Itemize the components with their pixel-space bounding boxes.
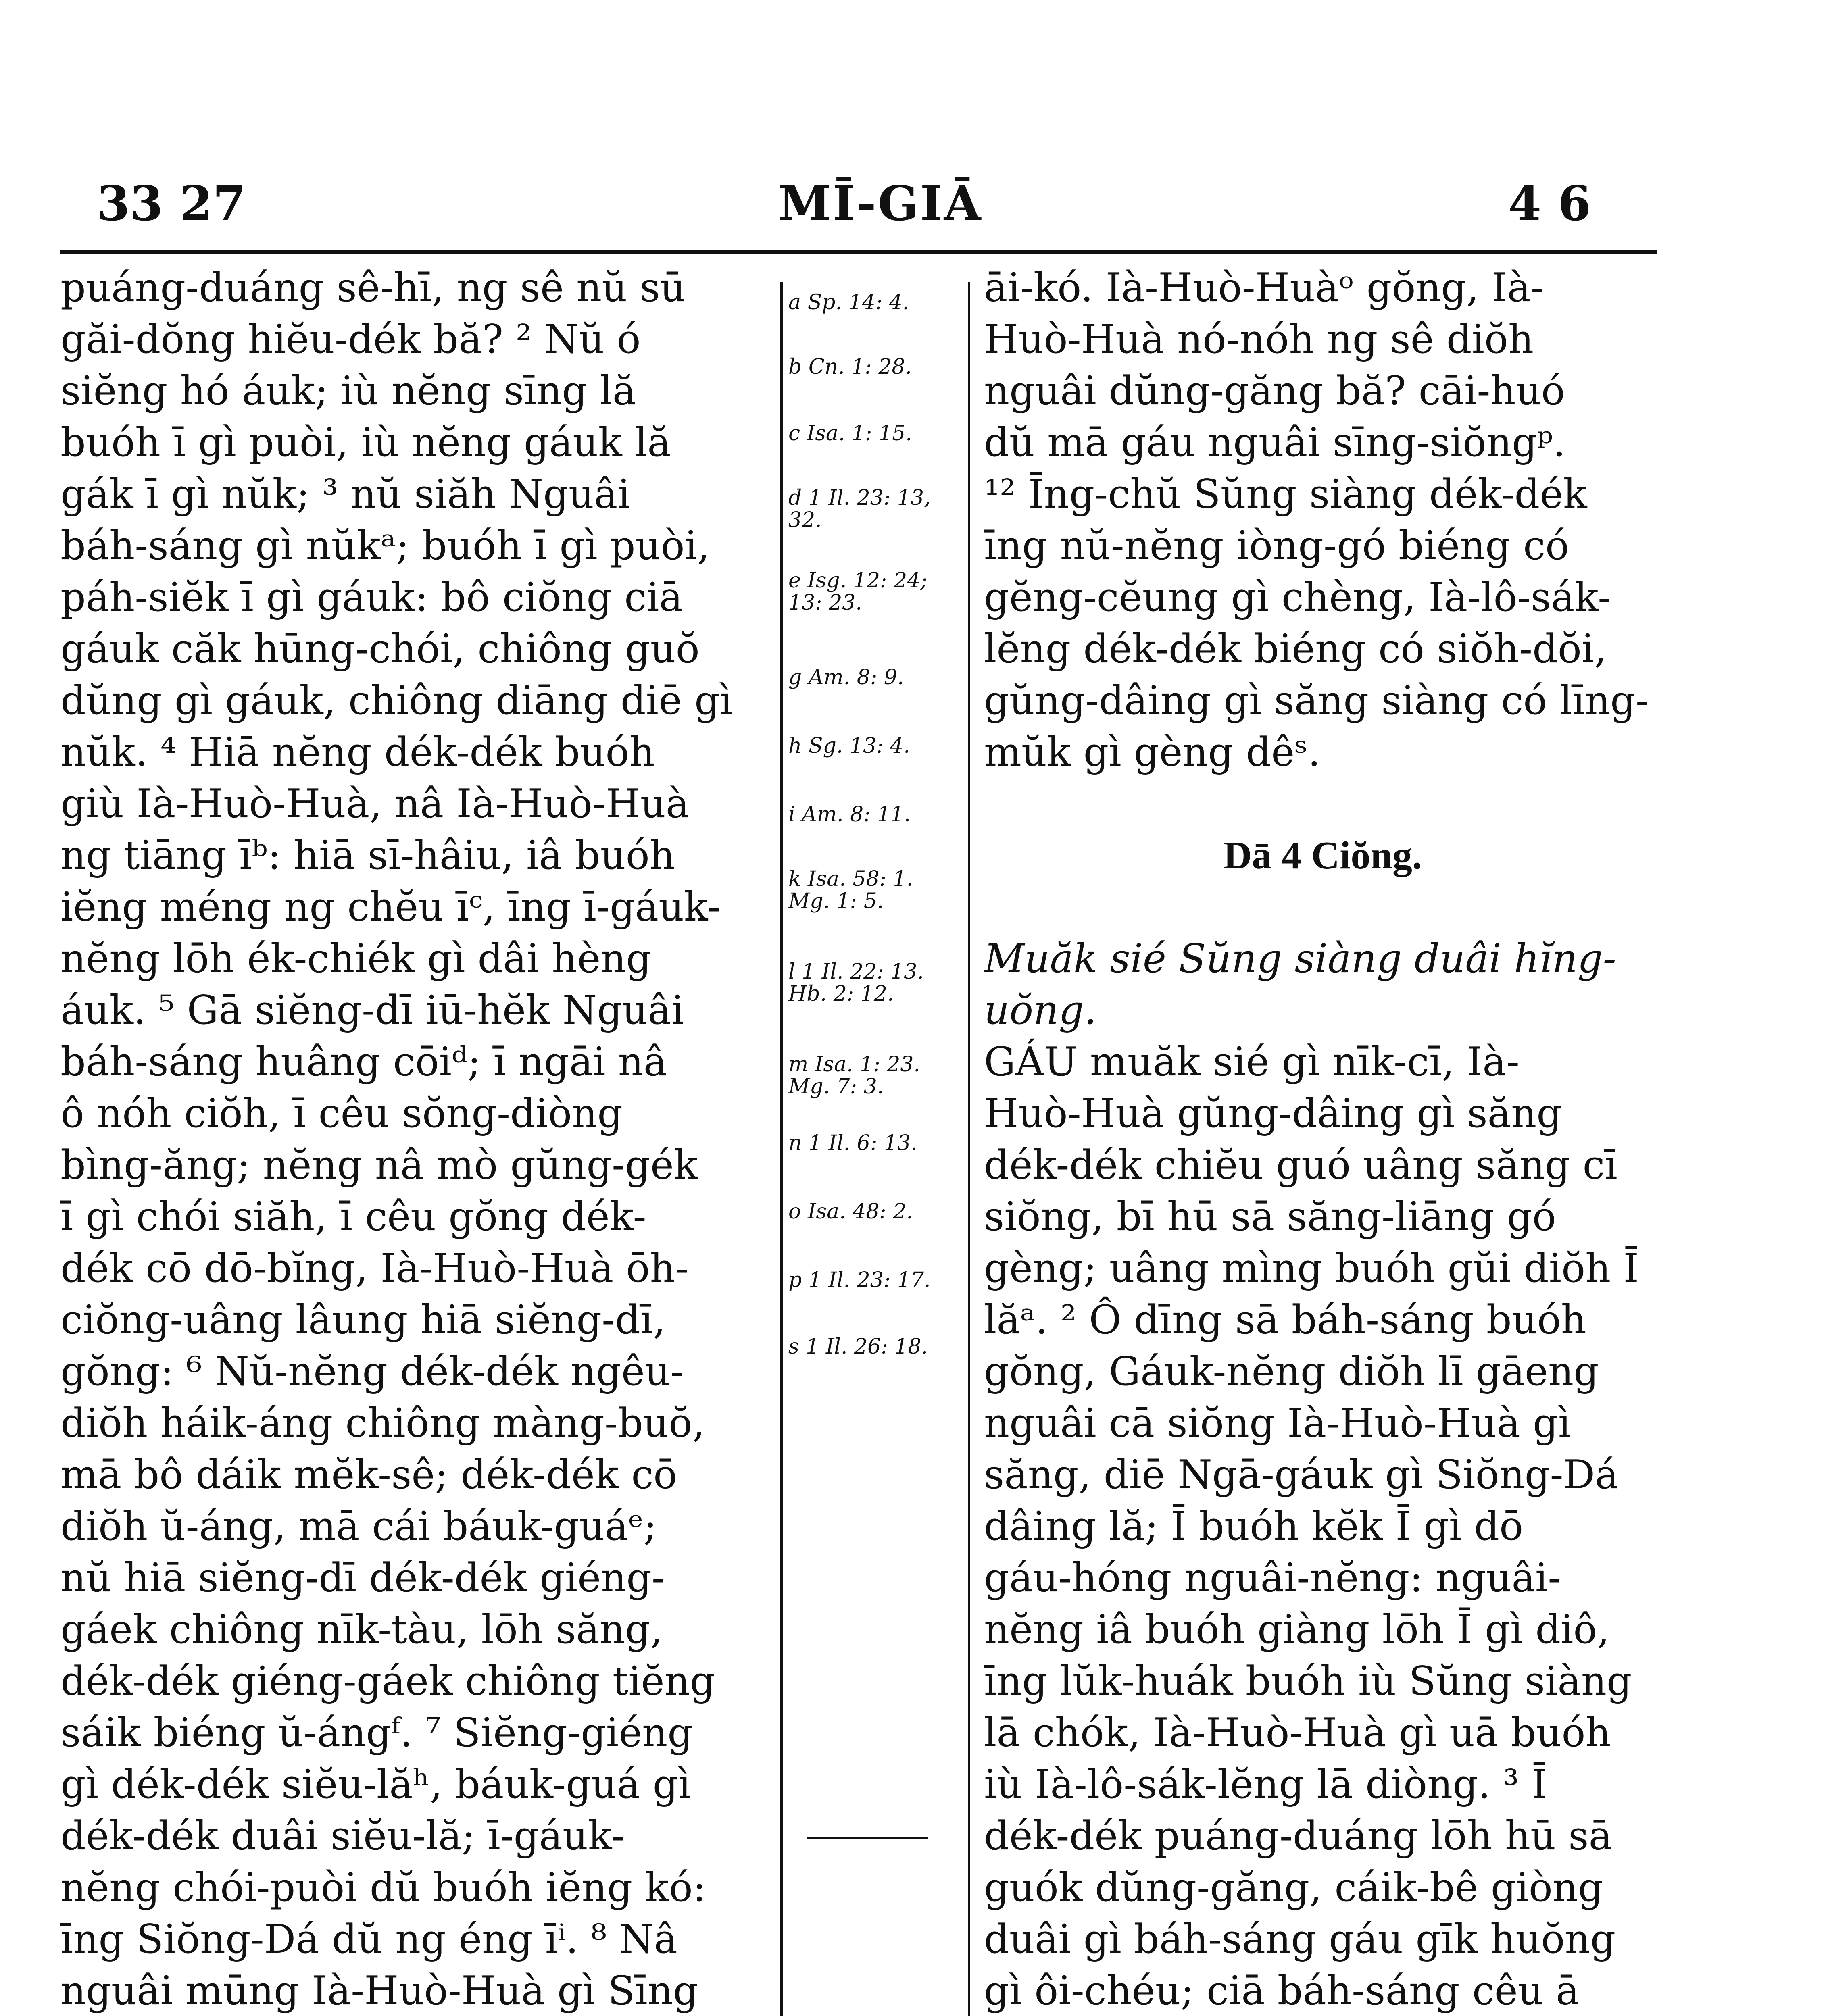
cross-reference: i Am. 8: 11.	[788, 802, 911, 827]
text-line: ng tiāng īᵇ: hiā sī-hâiu, iâ buóh	[60, 833, 675, 879]
text-line: dék-dék duâi siĕu-lă; ī-gáuk-	[60, 1813, 625, 1859]
text-line: iĕng méng ng chĕu īᶜ, īng ī-gáuk-	[60, 884, 721, 930]
text-line: dâing lă; Ī buóh kĕk Ī gì dō	[984, 1504, 1524, 1549]
right-column-body	[984, 1036, 1661, 2016]
cross-reference: d 1 Il. 23: 13,	[788, 486, 931, 510]
cross-reference: s 1 Il. 26: 18.	[788, 1335, 928, 1359]
text-line: īng Siŏng-Dá dŭ ng éng īⁱ. ⁸ Nâ	[60, 1916, 677, 1962]
cross-reference: e Isg. 12: 24;	[788, 569, 928, 593]
cross-reference: Mg. 1: 5.	[788, 889, 884, 913]
summary-line: Muăk sié Sŭng siàng duâi hĭng-	[984, 936, 1616, 982]
text-line: dŭng gì gáuk, chiông diāng diē gì	[60, 678, 733, 724]
text-line: dŭ mā gáu nguâi sīng-siŏngᵖ.	[984, 420, 1566, 466]
text-line: lăᵃ. ² Ô dīng sā báh-sáng buóh	[984, 1297, 1586, 1343]
text-line: gáuk căk hūng-chói, chiông guŏ	[60, 626, 700, 672]
text-line: gáek chiông nīk-tàu, lōh săng,	[60, 1607, 663, 1653]
text-line: mā bô dáik mĕk-sê; dék-dék cō	[60, 1452, 677, 1498]
text-line: gáu-hóng nguâi-nĕng: nguâi-	[984, 1555, 1561, 1601]
text-line: ciŏng-uâng lâung hiā siĕng-dī,	[60, 1297, 666, 1343]
cross-reference: b Cn. 1: 28.	[788, 355, 912, 379]
chapter-heading: Dā 4 Ciŏng.	[1223, 834, 1422, 877]
text-line: áuk. ⁵ Gā siĕng-dī iū-hĕk Nguâi	[60, 987, 684, 1033]
cross-reference-column	[788, 262, 962, 2016]
cross-reference: o Isa. 48: 2.	[788, 1200, 913, 1224]
cross-reference: g Am. 8: 9.	[788, 665, 904, 689]
text-line: nŭ hiā siĕng-dī dék-dék giéng-	[60, 1555, 665, 1601]
cross-reference: m Isa. 1: 23.	[788, 1052, 920, 1077]
text-line: lĕng dék-dék biéng có siŏh-dŏi,	[984, 626, 1607, 672]
cross-reference: p 1 Il. 23: 17.	[788, 1268, 931, 1292]
text-line: nŭk. ⁴ Hiā nĕng dék-dék buóh	[60, 729, 655, 775]
cross-reference: l 1 Il. 22: 13.	[788, 960, 924, 984]
chapter-summary	[984, 933, 1661, 1036]
text-line: dék-dék giéng-gáek chiông tiĕng	[60, 1658, 715, 1704]
text-line: sáik biéng ŭ-ángᶠ. ⁷ Siĕng-giéng	[60, 1710, 693, 1756]
text-line: báh-sáng gì nŭkᵃ; buóh ī gì puòi,	[60, 523, 710, 569]
text-line: gĕng-cĕung gì chèng, Ià-lô-sák-	[984, 575, 1611, 621]
text-line: siŏng, bī hū sā săng-liāng gó	[984, 1194, 1556, 1240]
text-line: nguâi dŭng-găng bă? cāi-huó	[984, 368, 1565, 414]
text-line: bìng-ăng; nĕng nâ mò gŭng-gék	[60, 1142, 698, 1188]
text-line: diŏh ŭ-áng, mā cái báuk-guáᵉ;	[60, 1504, 657, 1549]
text-line: gŭng-dâing gì săng siàng có līng-	[984, 678, 1649, 724]
text-line: dék-dék chiĕu guó uâng săng cī	[984, 1142, 1617, 1188]
cross-reference: Mg. 7: 3.	[788, 1075, 884, 1099]
cross-reference: c Isa. 1: 15.	[788, 421, 912, 446]
text-line: buóh ī gì puòi, iù nĕng gáuk lă	[60, 420, 671, 466]
text-line: gák ī gì nŭk; ³ nŭ siăh Nguâi	[60, 471, 630, 517]
header-rule	[60, 250, 1657, 254]
left-text-column	[60, 262, 778, 2016]
cross-reference: n 1 Il. 6: 13.	[788, 1131, 917, 1155]
running-head	[0, 173, 1828, 254]
column-rule-left	[780, 282, 783, 2016]
chapter-verse-left: 33 27	[97, 175, 246, 231]
text-line: nĕng lōh ék-chiék gì dâi hèng	[60, 936, 652, 982]
text-line: mŭk gì gèng dêˢ.	[984, 729, 1321, 775]
text-line: báh-sáng huâng cōiᵈ; ī ngāi nâ	[60, 1039, 667, 1085]
text-line: nguâi mūng Ià-Huò-Huà gì Sīng	[60, 1968, 698, 2014]
cross-reference: a Sp. 14: 4.	[788, 290, 909, 314]
text-line: ī gì chói siăh, ī cêu gŏng dék-	[60, 1194, 646, 1240]
text-line: āi-kó. Ià-Huò-Huàᵒ gŏng, Ià-	[984, 265, 1544, 311]
text-line: gŏng: ⁶ Nŭ-nĕng dék-dék ngêu-	[60, 1349, 684, 1395]
right-text-column	[984, 262, 1661, 2016]
text-line: dék-dék puáng-duáng lōh hū sā	[984, 1813, 1612, 1859]
text-line: siĕng hó áuk; iù nĕng sīng lă	[60, 368, 636, 414]
text-line: GÁU muăk sié gì nīk-cī, Ià-	[984, 1039, 1520, 1085]
text-line: duâi gì báh-sáng gáu gīk huŏng	[984, 1916, 1616, 1962]
text-line: nĕng chói-puòi dŭ buóh iĕng kó:	[60, 1865, 706, 1911]
text-line: gŏng, Gáuk-nĕng diŏh lī gāeng	[984, 1349, 1599, 1395]
text-line: Huò-Huà nó-nóh ng sê diŏh	[984, 317, 1534, 362]
text-line: giù Ià-Huò-Huà, nâ Ià-Huò-Huà	[60, 781, 690, 827]
cross-reference: k Isa. 58: 1.	[788, 867, 913, 891]
chapter-verse-right: 4 6	[1508, 175, 1591, 231]
text-line: guók dŭng-găng, cáik-bê giòng	[984, 1865, 1603, 1911]
text-line: ô nóh ciŏh, ī cêu sŏng-diòng	[60, 1091, 623, 1137]
text-line: săng, diē Ngā-gáuk gì Siŏng-Dá	[984, 1452, 1619, 1498]
text-line: gì dék-dék siĕu-lăʰ, báuk-guá gì	[60, 1762, 691, 1808]
text-line: nĕng iâ buóh giàng lōh Ī gì diô,	[984, 1607, 1610, 1653]
text-line: dék cō dō-bĭng, Ià-Huò-Huà ōh-	[60, 1245, 689, 1291]
text-line: lā chók, Ià-Huò-Huà gì uā buóh	[984, 1710, 1611, 1756]
text-line: īng nŭ-nĕng iòng-gó biéng có	[984, 523, 1569, 569]
text-line: ¹² Īng-chŭ Sŭng siàng dék-dék	[984, 471, 1587, 517]
text-line: găi-dŏng hiĕu-dék bă? ² Nŭ ó	[60, 317, 641, 362]
text-line: īng lŭk-huák buóh iù Sŭng siàng	[984, 1658, 1632, 1704]
summary-line: uŏng.	[984, 987, 1097, 1033]
book-title: MĪ-GIĀ	[778, 175, 983, 231]
text-line: páh-siĕk ī gì gáuk: bô ciŏng ciā	[60, 575, 683, 621]
text-line: puáng-duáng sê-hī, ng sê nŭ sū	[60, 265, 686, 311]
cross-reference: Hb. 2: 12.	[788, 982, 894, 1006]
text-line: nguâi cā siŏng Ià-Huò-Huà gì	[984, 1400, 1571, 1446]
column-rule-right	[968, 282, 970, 2016]
cross-reference: 13: 23.	[788, 591, 862, 615]
right-column-top	[984, 262, 1661, 778]
text-line: gì ôi-chéu; ciā báh-sáng cêu ā	[984, 1968, 1580, 2014]
cross-reference: 32.	[788, 508, 822, 532]
text-line: diŏh háik-áng chiông màng-buŏ,	[60, 1400, 705, 1446]
text-line: gèng; uâng mìng buóh gŭi diŏh Ī	[984, 1245, 1639, 1291]
text-line: iù Ià-lô-sák-lĕng lā diòng. ³ Ī	[984, 1762, 1547, 1808]
cross-reference: h Sg. 13: 4.	[788, 734, 910, 758]
text-line: Huò-Huà gŭng-dâing gì săng	[984, 1091, 1562, 1137]
